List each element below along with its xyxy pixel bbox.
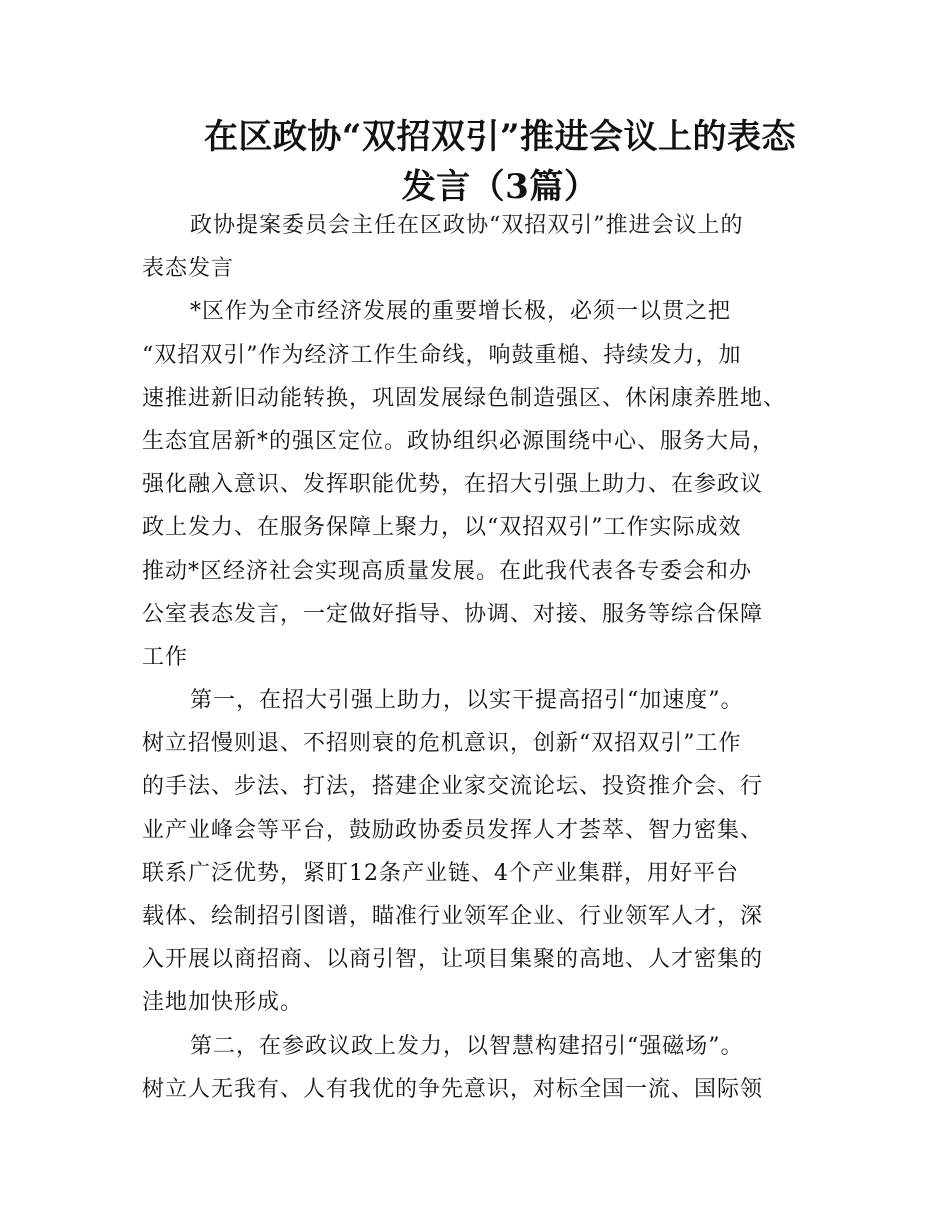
- text-line: 推动*区经济社会实现高质量发展。在此我代表各专委会和办: [142, 558, 753, 584]
- text-line: *区作为全市经济发展的重要增长极，必须一以贯之把: [190, 299, 732, 325]
- text-line: 业产业峰会等平台，鼓励政协委员发挥人才荟萃、智力密集、: [142, 817, 764, 843]
- text-line: 生态宜居新*的强区定位。政协组织必源围绕中心、服务大局，: [142, 428, 776, 454]
- text-line: 政上发力、在服务保障上聚力，以“双招双引”工作实际成效: [142, 515, 742, 541]
- paragraph-subtitle: [142, 204, 812, 290]
- text-line: 第一，在招大引强上助力，以实干提高招引“加速度”。: [190, 688, 744, 714]
- text-line: 工作: [142, 644, 189, 670]
- text-line: 入开展以商招商、以商引智，让项目集聚的高地、人才密集的: [142, 947, 764, 973]
- text-line: 载体、绘制招引图谱，瞄准行业领军企业、行业领军人才，深: [142, 904, 764, 929]
- text-line: 表态发言: [142, 256, 235, 282]
- text-line: 的手法、步法、打法，搭建企业家交流论坛、投资推介会、行: [142, 774, 764, 800]
- text-line: 第二，在参政议政上发力，以智慧构建招引“强磁场”。: [190, 1033, 744, 1059]
- document-title: [140, 112, 860, 212]
- text-line: 公室表态发言，一定做好指导、协调、对接、服务等综合保障: [142, 601, 764, 627]
- text-line: 速推进新旧动能转换，巩固发展绿色制造强区、休闲康养胜地、: [142, 385, 787, 411]
- text-line: 强化融入意识、发挥职能优势，在招大引强上助力、在参政议: [142, 472, 764, 498]
- text-line: 树立人无我有、人有我优的争先意识，对标全国一流、国际领: [142, 1076, 764, 1102]
- title-line: 发言（3篇）: [401, 167, 599, 207]
- text-line: 政协提案委员会主任在区政协“双招双引”推进会议上的: [190, 213, 744, 238]
- document-body: [142, 204, 812, 1111]
- text-line: 联系广泛优势，紧盯12条产业链、4个产业集群，用好平台: [142, 860, 739, 886]
- paragraph-first-point: [142, 679, 812, 1025]
- title-line: 在区政协“双招双引”推进会议上的表态: [203, 117, 797, 157]
- paragraph-second-point: [142, 1025, 812, 1111]
- text-line: 洼地加快形成。: [142, 990, 304, 1016]
- paragraph-intro: [142, 290, 812, 679]
- text-line: “双招双引”作为经济工作生命线，响鼓重槌、持续发力，加: [142, 342, 742, 368]
- text-line: 树立招慢则退、不招则衰的危机意识，创新“双招双引”工作: [142, 731, 742, 757]
